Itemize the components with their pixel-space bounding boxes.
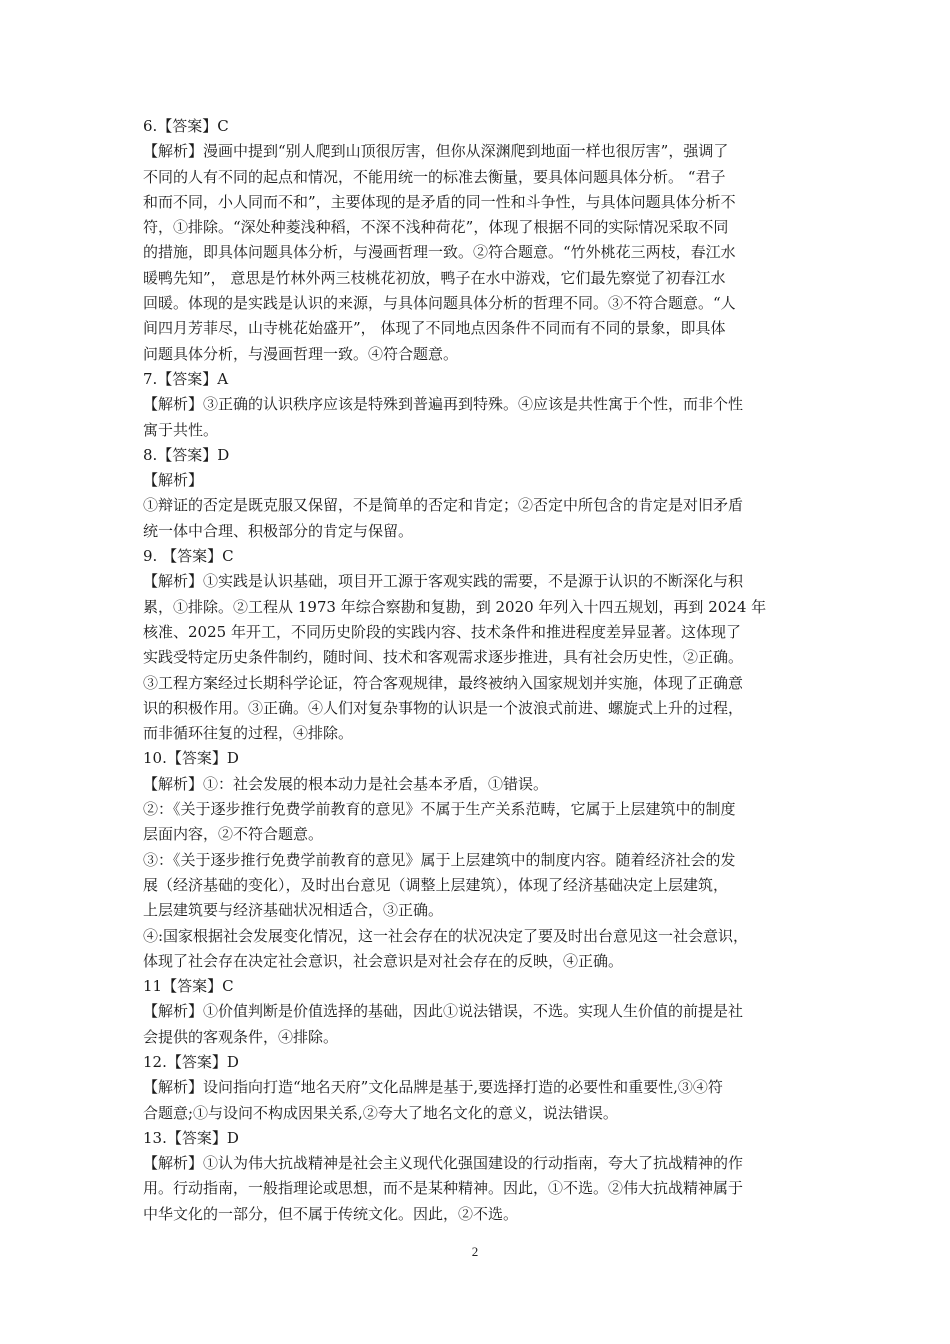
text-line: 【解析】漫画中提到“别人爬到山顶很厉害，但你从深渊爬到地面一样也很厉害”，强调了	[143, 142, 729, 161]
text-line: 体现了社会存在决定社会意识，社会意识是对社会存在的反映，④正确。	[143, 951, 624, 970]
text-line: 12.【答案】D	[143, 1052, 239, 1071]
text-line: 实践受特定历史条件制约，随时间、技术和客观需求逐步推进，具有社会历史性，②正确。	[143, 648, 744, 667]
text-line: 【解析】③正确的认识秩序应该是特殊到普遍再到特殊。④应该是共性寓于个性，而非个性	[143, 395, 744, 414]
text-line: 寓于共性。	[143, 420, 219, 439]
text-line: 【解析】①认为伟大抗战精神是社会主义现代化强国建设的行动指南，夸大了抗战精神的作	[143, 1154, 744, 1173]
text-line: 会提供的客观条件，④排除。	[143, 1027, 339, 1046]
text-line: ①辩证的否定是既克服又保留，不是简单的否定和肯定；②否定中所包含的肯定是对旧矛盾	[143, 496, 744, 515]
text-line: 而非循环往复的过程，④排除。	[143, 724, 354, 743]
text-line: ④:国家根据社会发展变化情况，这一社会存在的状况决定了要及时出台意见这一社会意识，	[143, 926, 749, 945]
text-line: 和而不同，小人同而不和”，主要体现的是矛盾的同一性和斗争性，与具体问题具体分析不	[143, 192, 736, 211]
text-line: 【解析】①实践是认识基础，项目开工源于客观实践的需要，不是源于认识的不断深化与积	[143, 572, 744, 591]
text-line: 不同的人有不同的起点和情况，不能用统一的标准去衡量，要具体问题具体分析。 “君子	[143, 167, 726, 186]
text-line: 间四月芳菲尽，山寺桃花始盛开”， 体现了不同地点因条件不同而有不同的景象，即具体	[143, 319, 726, 338]
text-line: 【解析】①：社会发展的根本动力是社会基本矛盾，①错误。	[143, 774, 549, 793]
answer-analysis-text	[143, 114, 808, 1227]
text-line: 6.【答案】C	[143, 117, 229, 135]
text-line: 【解析】①价值判断是价值选择的基础，因此①说法错误，不选。实现人生价值的前提是社	[143, 1002, 744, 1021]
text-line: 层面内容，②不符合题意。	[143, 825, 324, 844]
text-line: 累，①排除。②工程从 1973 年综合察勘和复勘，到 2020 年列入十四五规划，再到 2024 年	[143, 597, 767, 616]
text-line: 7.【答案】A	[143, 369, 229, 388]
text-line: 9. 【答案】C	[143, 547, 234, 566]
text-line: 识的积极作用。③正确。④人们对复杂事物的认识是一个波浪式前进、螺旋式上升的过程，	[143, 698, 744, 717]
text-line: 用。行动指南，一般指理论或思想，而不是某种精神。因此，①不选。②伟大抗战精神属于	[143, 1179, 744, 1198]
text-line: 核准、2025 年开工，不同历史阶段的实践内容、技术条件和推进程度差异显著。这体现了	[143, 622, 741, 641]
text-line: 统一体中合理、积极部分的肯定与保留。	[143, 521, 414, 540]
text-line: 回暖。体现的是实践是认识的来源，与具体问题具体分析的哲理不同。③不符合题意。“人	[143, 294, 736, 313]
text-line: 10.【答案】D	[143, 749, 239, 768]
text-line: 13.【答案】D	[143, 1128, 239, 1147]
text-line: 的措施，即具体问题具体分析，与漫画哲理一致。②符合题意。“竹外桃花三两枝，春江水	[143, 243, 736, 262]
text-line: 展（经济基础的变化），及时出台意见（调整上层建筑），体现了经济基础决定上层建筑，	[143, 875, 729, 894]
text-line: 问题具体分析，与漫画哲理一致。④符合题意。	[143, 344, 459, 363]
page-number: 2	[471, 1244, 479, 1259]
text-line: 11【答案】C	[143, 977, 234, 996]
text-line: 8.【答案】D	[143, 445, 230, 464]
text-line: 合题意;①与设问不构成因果关系,②夸大了地名文化的意义，说法错误。	[143, 1103, 618, 1122]
text-line: ②：《关于逐步推行免费学前教育的意见》不属于生产关系范畴，它属于上层建筑中的制度	[143, 800, 736, 819]
text-line: 上层建筑要与经济基础状况相适合，③正确。	[143, 901, 444, 920]
text-line: 中华文化的一部分，但不属于传统文化。因此，②不选。	[143, 1204, 519, 1223]
text-line: 【解析】设问指向打造“地名天府”文化品牌是基于,要选择打造的必要性和重要性,③④符	[143, 1078, 723, 1097]
text-line: 【解析】	[143, 471, 204, 490]
text-line: ③工程方案经过长期科学论证，符合客观规律，最终被纳入国家规划并实施，体现了正确意	[143, 673, 744, 692]
text-line: 符，①排除。“深处种菱浅种稻，不深不浅种荷花”，体现了根据不同的实际情况采取不同	[143, 218, 729, 237]
text-line: 暖鸭先知”， 意思是竹林外两三枝桃花初放，鸭子在水中游戏，它们最先察觉了初春江水	[143, 268, 726, 287]
text-line: ③：《关于逐步推行免费学前教育的意见》属于上层建筑中的制度内容。随着经济社会的发	[143, 850, 736, 869]
